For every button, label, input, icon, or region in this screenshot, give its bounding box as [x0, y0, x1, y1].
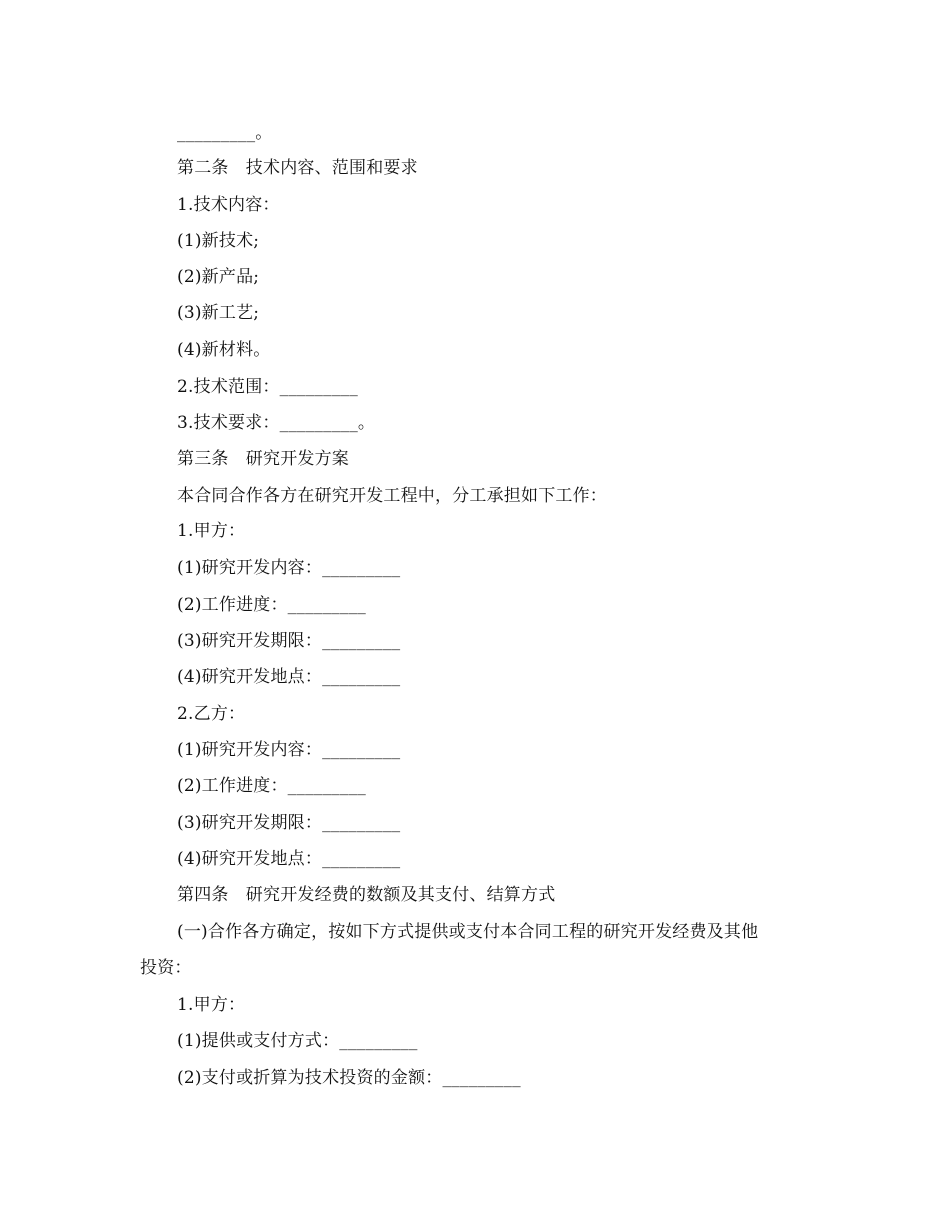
- text-line: 1.技术内容：: [177, 195, 280, 215]
- text-line: 2.技术范围：_________: [177, 377, 358, 397]
- text-line: (一)合作各方确定，按如下方式提供或支付本合同工程的研究开发经费及其他: [177, 922, 759, 942]
- text-line: (2)支付或折算为技术投资的金额：_________: [177, 1068, 521, 1088]
- text-line: (4)新材料。: [177, 340, 271, 360]
- text-line: (1)研究开发内容：_________: [177, 740, 401, 760]
- text-line: (3)研究开发期限：_________: [177, 631, 401, 651]
- text-line: 1.甲方：: [177, 995, 246, 1015]
- text-line: 2.乙方：: [177, 704, 246, 724]
- text-line: 3.技术要求：_________。: [177, 413, 376, 433]
- text-line: (2)工作进度：_________: [177, 595, 366, 615]
- text-line: (2)工作进度：_________: [177, 776, 366, 796]
- section-heading: 第三条 研究开发方案: [177, 449, 349, 469]
- text-line: 本合同合作各方在研究开发工程中，分工承担如下工作：: [177, 486, 607, 506]
- section-heading: 第四条 研究开发经费的数额及其支付、结算方式: [177, 885, 556, 905]
- text-line: (4)研究开发地点：_________: [177, 849, 401, 869]
- text-line: 投资：: [140, 958, 192, 978]
- text-line: (1)新技术;: [177, 231, 260, 251]
- text-line: _________。: [177, 123, 273, 143]
- text-line: (3)新工艺;: [177, 303, 260, 323]
- text-line: (1)提供或支付方式：_________: [177, 1031, 418, 1051]
- text-line: (2)新产品;: [177, 267, 260, 287]
- text-line: 1.甲方：: [177, 521, 246, 541]
- text-line: (4)研究开发地点：_________: [177, 667, 401, 687]
- text-line: (3)研究开发期限：_________: [177, 813, 401, 833]
- section-heading: 第二条 技术内容、范围和要求: [177, 158, 418, 178]
- text-line: (1)研究开发内容：_________: [177, 558, 401, 578]
